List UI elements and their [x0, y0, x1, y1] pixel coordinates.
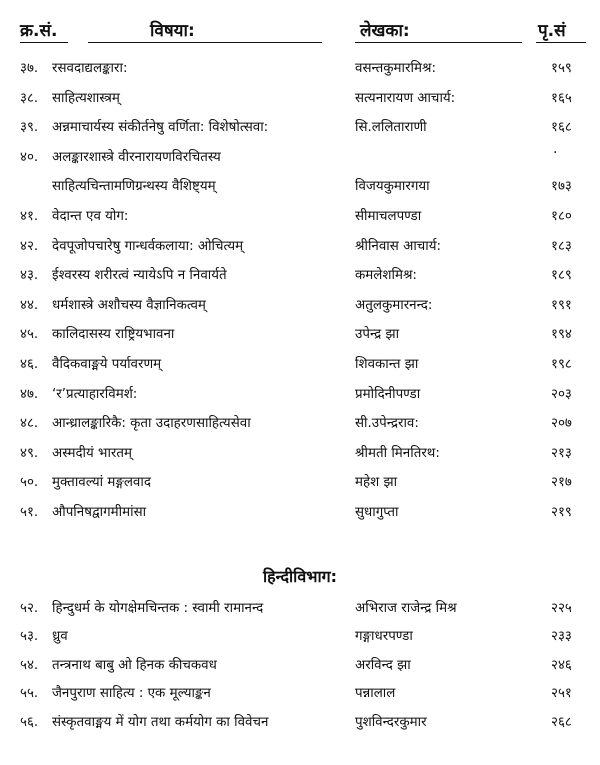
list-item: [0, 378, 600, 408]
entry-page: २६८: [551, 714, 572, 730]
entry-author: अतुलकुमारनन्द:: [355, 297, 433, 313]
entry-page: २१३: [551, 445, 572, 461]
entry-subject: साहित्यशास्त्रम्: [52, 90, 120, 106]
section-title-hindi: हिन्दीविभाग:: [262, 567, 338, 586]
entry-page: १८०: [551, 208, 572, 224]
entry-author: पन्नालाल: [355, 686, 396, 702]
entry-number: ५६.: [20, 714, 39, 730]
entry-number: ४१.: [20, 208, 39, 224]
entry-author: विजयकुमारगया: [355, 179, 430, 195]
entry-number: ५१.: [20, 504, 39, 520]
entry-page: १६८: [551, 120, 572, 136]
entry-author: सीमाचलपण्डा: [355, 208, 422, 224]
entry-number: ४४.: [20, 297, 39, 313]
entry-page: २१७: [551, 475, 572, 491]
entry-subject: जैनपुराण साहित्य : एक मूल्याङ्कन: [52, 686, 211, 702]
header-rule-author: [355, 42, 522, 43]
entry-page: २१९: [551, 504, 572, 520]
list-item: [0, 141, 600, 171]
entry-number: ५४.: [20, 657, 39, 673]
entry-page: १९१: [551, 297, 572, 313]
entry-mark: .: [553, 140, 558, 157]
entry-subject: मुक्तावल्यां मङ्गलवाद: [52, 475, 151, 491]
entry-author: श्रीनिवास आचार्य:: [355, 238, 442, 254]
entry-subject: आन्ध्रालङ्कारिकै: कृता उदाहरणसाहित्यसेवा: [52, 416, 251, 432]
entry-number: ४०.: [20, 149, 39, 165]
entry-page: १९४: [551, 327, 572, 343]
contents-list-hindi: [0, 592, 600, 734]
list-item: [0, 289, 600, 319]
header-subject: विषया:: [150, 21, 195, 41]
entry-page: २०३: [551, 386, 572, 402]
entry-page: २५१: [551, 686, 572, 702]
entry-author: प्रमोदिनीपण्डा: [355, 386, 421, 402]
entry-author: सत्यनारायण आचार्य:: [355, 90, 456, 106]
entry-author: सि.ललिताराणी: [355, 120, 427, 136]
entry-author: पुशविन्दरकुमार: [355, 714, 427, 730]
list-item: [0, 230, 600, 260]
list-item: [0, 407, 600, 437]
entry-subject: अलङ्कारशास्त्रे वीरनारायणविरचितस्य: [52, 149, 221, 165]
entry-number: ४८.: [20, 416, 39, 432]
entry-number: ४५.: [20, 327, 39, 343]
entry-subject: साहित्यचिन्तामणिग्रन्थस्य वैशिष्ट्यम्: [52, 179, 216, 195]
entry-author: शिवकान्त झा: [355, 356, 419, 372]
entry-number: ३८.: [20, 90, 39, 106]
list-item: [0, 82, 600, 112]
entry-page: २३३: [551, 629, 572, 645]
list-item: [0, 592, 600, 620]
entry-number: ४६.: [20, 356, 39, 372]
entry-subject: ईश्वरस्य शरीरत्वं न्यायेऽपि न निवार्यते: [52, 268, 227, 284]
header-rule-page: [536, 42, 586, 43]
entry-subject: तन्त्रनाथ बाबु ओ हिनक कीचकवध: [52, 657, 217, 673]
entry-author: अरविन्द झा: [355, 657, 411, 673]
entry-number: ४९.: [20, 445, 39, 461]
list-item: [0, 318, 600, 348]
contents-list: [0, 52, 600, 526]
list-item: [0, 348, 600, 378]
entry-page: २२५: [551, 601, 572, 616]
entry-page: १८९: [551, 268, 572, 284]
entry-author: कमलेशमिश्र:: [355, 268, 417, 284]
header-page: पृ.सं: [538, 21, 566, 41]
entry-subject: कालिदासस्य राष्ट्रियभावना: [52, 327, 175, 343]
entry-number: ४२.: [20, 238, 39, 254]
entry-number: ५३.: [20, 629, 39, 645]
entry-subject: संस्कृतवाङ्मय में योग तथा कर्मयोग का विवेचन: [52, 714, 269, 730]
entry-subject: औपनिषद्वागमीमांसा: [52, 504, 147, 520]
entry-subject: अस्मदीयं भारतम्: [52, 445, 133, 461]
entry-subject: हिन्दुधर्म के योगक्षेमचिन्तक : स्वामी रामानन्द: [52, 601, 264, 616]
entry-author: महेश झा: [355, 475, 398, 491]
entry-page: १५९: [551, 61, 572, 76]
entry-number: ५०.: [20, 475, 39, 491]
header-author: लेखका:: [360, 21, 410, 41]
entry-subject: वैदिकवाङ्मये पर्यावरणम्: [52, 356, 162, 372]
entry-number: ४७.: [20, 386, 39, 402]
list-item: [0, 200, 600, 230]
header-rule-subject: [88, 42, 322, 43]
entry-page: १९८: [551, 356, 572, 372]
entry-subject: रसवदाद्यलङ्कारा:: [52, 61, 128, 76]
entry-subject: ध्रुव: [52, 629, 68, 645]
entry-author: गङ्गाधरपण्डा: [355, 629, 413, 645]
list-item: [0, 620, 600, 648]
entry-page: २०७: [551, 416, 572, 432]
entry-number: ३९.: [20, 120, 39, 136]
list-item: [0, 437, 600, 467]
entry-number: ४३.: [20, 268, 39, 284]
entry-subject: अन्नमाचार्यस्य संकीर्तनेषु वर्णिता: विशेषोत्सवा:: [52, 120, 269, 136]
table-header: [0, 8, 600, 48]
list-item: [0, 677, 600, 705]
entry-number: ५२.: [20, 601, 39, 616]
entry-subject: वेदान्त एव योग:: [52, 208, 129, 224]
entry-author: वसन्तकुमारमिश्र:: [355, 61, 436, 76]
entry-page: १६५: [551, 90, 572, 106]
entry-subject: धर्मशास्त्रे अशौचस्य वैज्ञानिकत्वम्: [52, 297, 206, 313]
entry-subject: देवपूजोपचारेषु गान्धर्वकलाया: ओचित्यम्: [52, 238, 244, 254]
entry-number: ५५.: [20, 686, 39, 702]
header-serial-number: क्र.सं.: [20, 21, 58, 41]
list-item: [0, 170, 600, 200]
list-item: [0, 496, 600, 526]
list-item: [0, 111, 600, 141]
entry-page: २४६: [551, 657, 572, 673]
list-item: [0, 649, 600, 677]
entry-number: ३७.: [20, 61, 39, 76]
list-item: [0, 52, 600, 82]
list-item: [0, 706, 600, 734]
entry-page: १८३: [551, 238, 572, 254]
entry-author: उपेन्द्र झा: [355, 327, 400, 343]
list-item: [0, 259, 600, 289]
entry-page: १७३: [551, 179, 572, 195]
entry-author: श्रीमती मिनतिरथ:: [355, 445, 440, 461]
entry-subject: ‘र’प्रत्याहारविमर्श:: [52, 386, 138, 402]
header-rule-serial: [20, 42, 68, 43]
entry-author: सुधागुप्ता: [355, 504, 399, 520]
list-item: [0, 466, 600, 496]
entry-author: अभिराज राजेन्द्र मिश्र: [355, 601, 457, 616]
entry-author: सी.उपेन्द्रराव:: [355, 416, 419, 432]
